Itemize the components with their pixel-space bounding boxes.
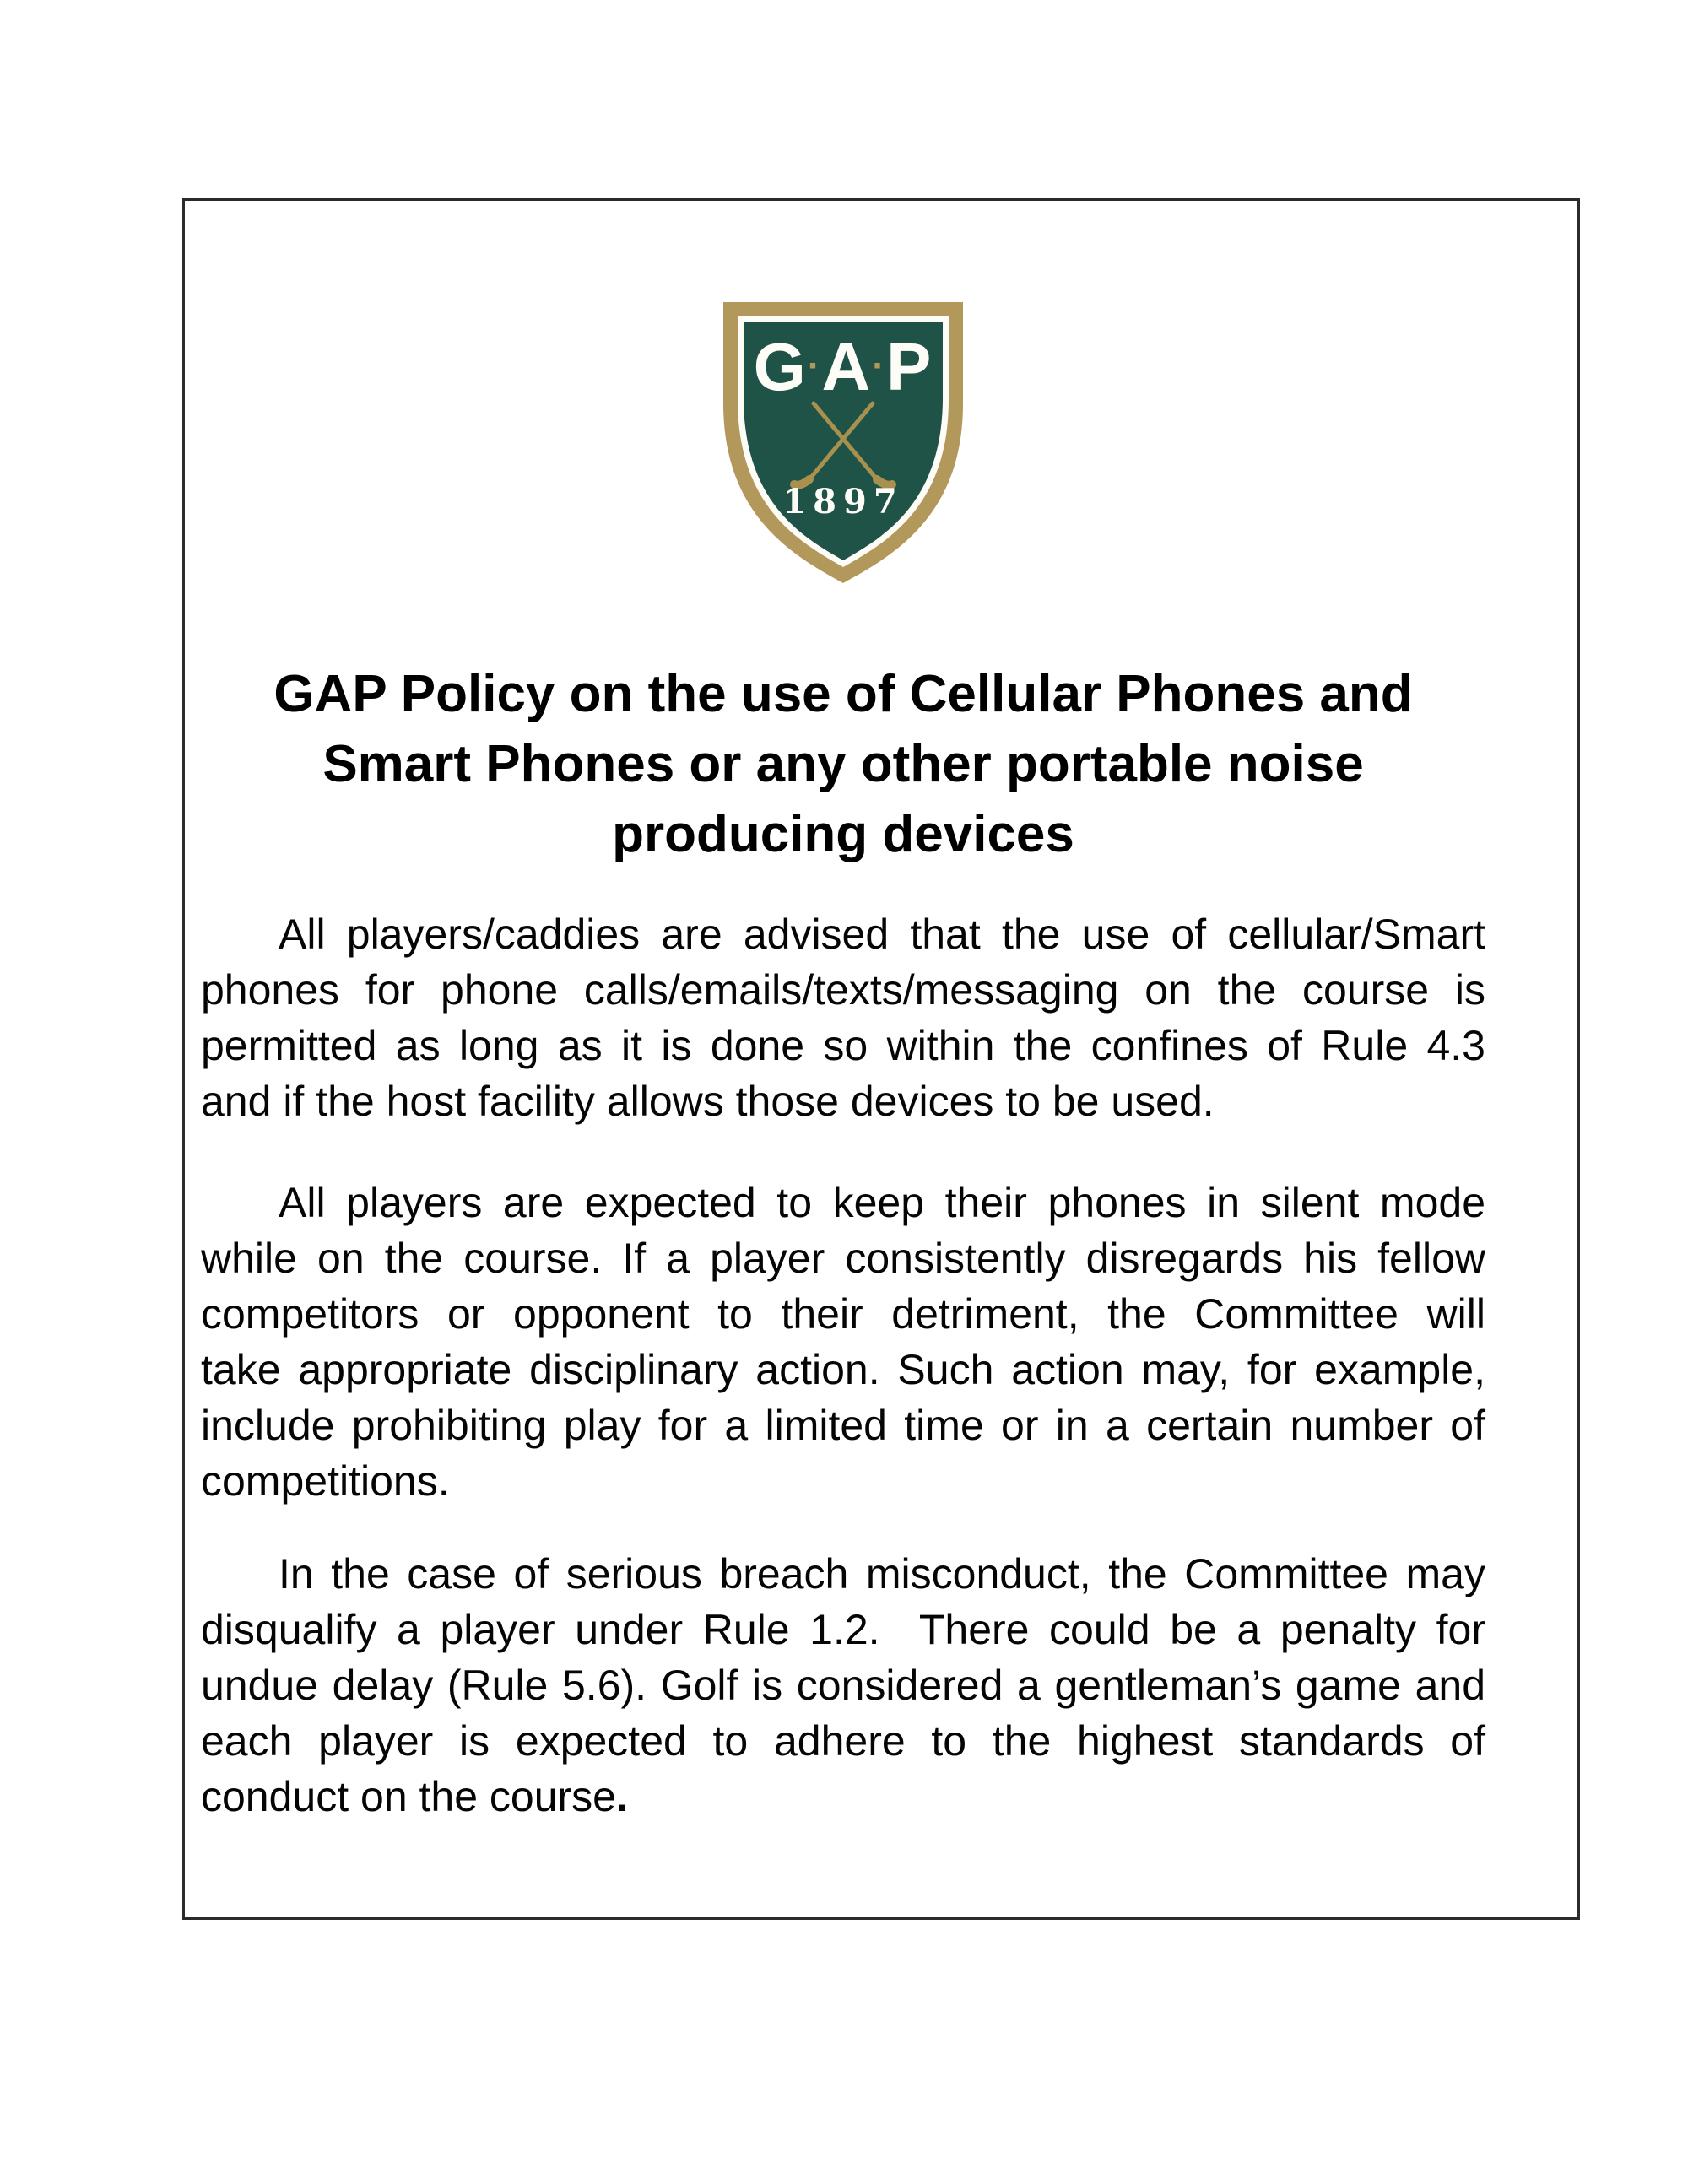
body-text xyxy=(201,906,1485,1825)
paragraph-1-line: phones for phone calls/emails/texts/messaging on the course is xyxy=(201,966,1485,1014)
paragraph-2-line: competitions. xyxy=(201,1457,450,1505)
title-line-3: producing devices xyxy=(612,805,1074,863)
monogram-dot: · xyxy=(872,345,886,387)
paragraph-3-line: each player is expected to adhere to the highest standards of xyxy=(201,1717,1485,1765)
document-title xyxy=(201,659,1485,869)
paragraph-3 xyxy=(201,1546,1485,1825)
monogram-letter-g: G xyxy=(753,329,808,404)
bold-final-period: . xyxy=(616,1773,628,1820)
page-border-frame xyxy=(182,198,1580,1920)
paragraph-2-line: take appropriate disciplinary action. Such action may, for example, xyxy=(201,1346,1485,1393)
title-line-2: Smart Phones or any other portable noise xyxy=(322,735,1364,793)
paragraph-1-line: and if the host facility allows those devices to be used. xyxy=(201,1078,1215,1125)
paragraph-3-last-text: conduct on the course xyxy=(201,1773,616,1820)
page-content xyxy=(201,201,1485,1825)
paragraph-2 xyxy=(201,1175,1485,1509)
paragraph-3-line: disqualify a player under Rule 1.2. There could be a penalty for xyxy=(201,1606,1485,1653)
shield-monogram xyxy=(754,329,933,404)
gap-shield-icon xyxy=(717,295,970,587)
paragraph-1-line: permitted as long as it is done so within the confines of Rule 4.3 xyxy=(201,1022,1485,1069)
paragraph-1-line: All players/caddies are advised that the use of cellular/Smart xyxy=(279,911,1485,958)
paragraph-2-line: include prohibiting play for a limited time or in a certain number of xyxy=(201,1402,1485,1449)
logo-container xyxy=(201,201,1485,587)
monogram-dot: · xyxy=(807,345,822,387)
monogram-letter-a: A xyxy=(821,329,873,404)
paragraph-2-line: All players are expected to keep their phones in silent mode xyxy=(279,1179,1485,1226)
paragraph-2-line: while on the course. If a player consistently disregards his fellow xyxy=(201,1235,1485,1282)
paragraph-3-line xyxy=(201,1769,1485,1825)
title-line-1: GAP Policy on the use of Cellular Phones and xyxy=(273,665,1413,723)
paragraph-3-line: undue delay (Rule 5.6). Golf is considered a gentleman’s game and xyxy=(201,1662,1485,1709)
paragraph-3-line: In the case of serious breach misconduct, the Committee may xyxy=(279,1550,1485,1597)
shield-year: 1897 xyxy=(782,482,904,522)
paragraph-2-line: competitors or opponent to their detriment, the Committee will xyxy=(201,1290,1485,1338)
monogram-letter-p: P xyxy=(885,329,933,404)
paragraph-1 xyxy=(201,906,1485,1129)
